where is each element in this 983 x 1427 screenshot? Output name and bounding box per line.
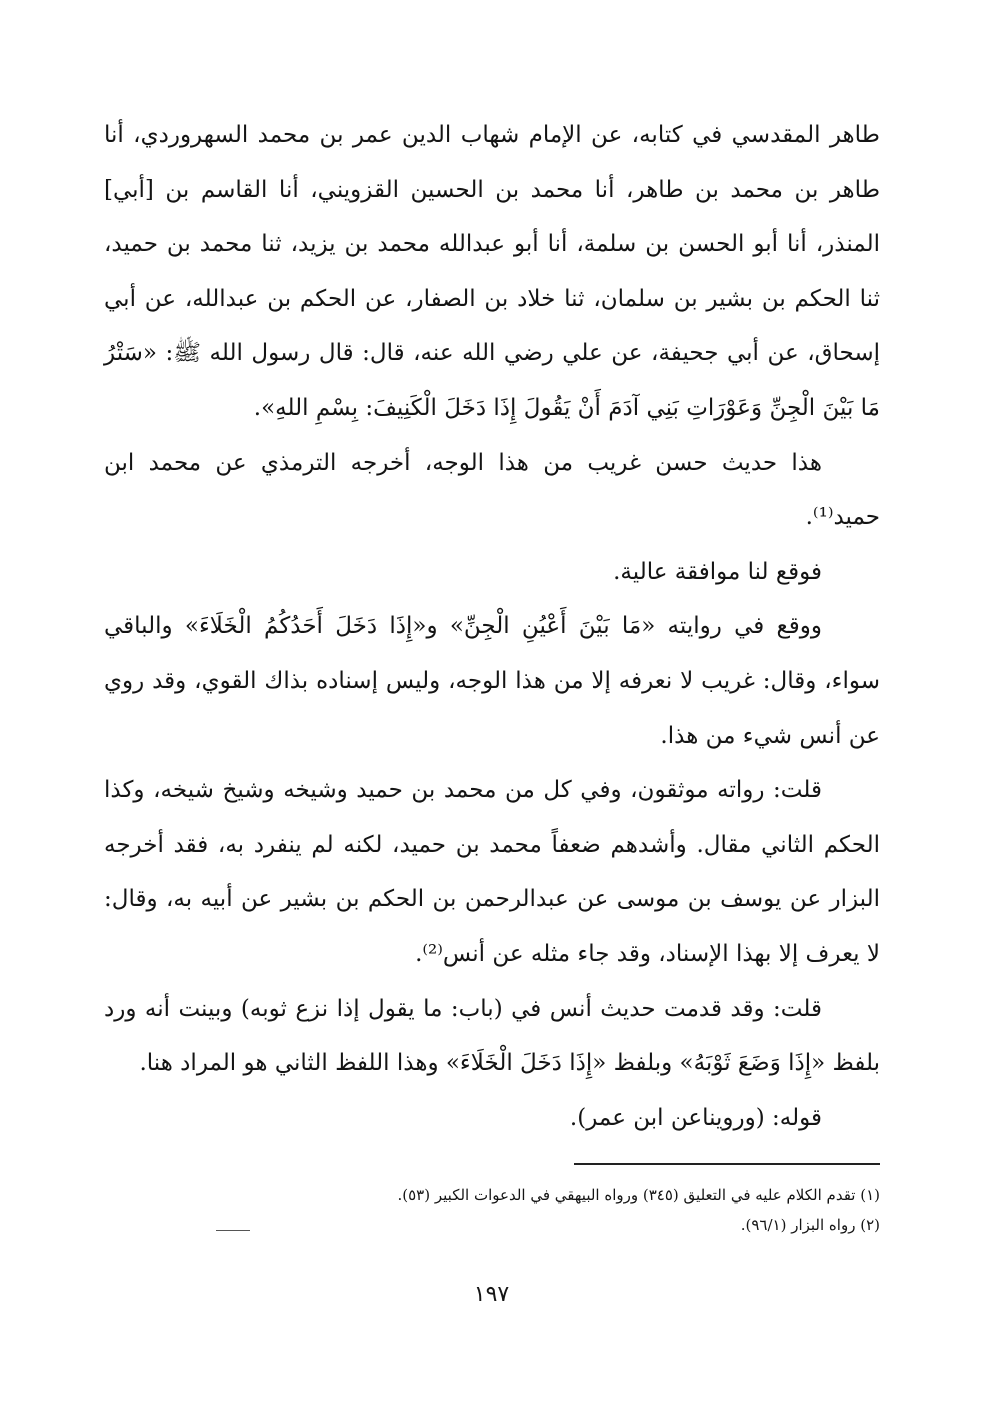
footnote-1: (١) تقدم الكلام عليه في التعليق (٣٤٥) ورواه البيهقي في الدعوات الكبير (٥٣).: [397, 1186, 880, 1204]
page-number: ١٩٧: [473, 1282, 510, 1307]
paragraph-6: قلت: وقد قدمت حديث أنس في (باب: ما يقول إذا نزع ثوبه) وبينت أنه ورد بلفظ «إِذَا وَضَعَ ثَوْبَهُ» وبلفظ «إِذَا دَخَلَ الْخَلَاءَ» وهذا اللفظ الثاني هو المراد هنا.: [104, 995, 880, 1077]
main-text: [104, 108, 880, 1145]
paragraph-5: قلت: رواته موثقون، وفي كل من محمد بن حميد وشيخه وشيخ شيخه، وكذا الحكم الثاني مقال. وأشدهم ضعفاً محمد بن حميد، لكنه لم ينفرد به، فقد أخرجه البزار عن يوسف بن موسى عن عبدالرحمن بن الحكم بن بشير عن أبيه به، وقال: لا يعرف إلا بهذا الإسناد، وقد جاء مثله عن أنس⁽²⁾.: [104, 777, 880, 967]
paragraph-7: قوله: (ورويناعن ابن عمر).: [569, 1104, 822, 1131]
footnote-2: (٢) رواه البزار (٩٦/١).: [740, 1216, 880, 1234]
paragraph-2: هذا حديث حسن غريب من هذا الوجه، أخرجه الترمذي عن محمد ابن حميد⁽¹⁾.: [104, 449, 880, 531]
footnote-dash: [216, 1230, 250, 1231]
paragraph-4: ووقع في روايته «مَا بَيْنَ أَعْيُنِ الْجِنِّ» و«إِذَا دَخَلَ أَحَدُكُمُ الْخَلَاءَ» والباقي سواء، وقال: غريب لا نعرفه إلا من هذا الوجه، وليس إسناده بذاك القوي، وقد روي عن أنس شيء من هذا.: [104, 613, 880, 749]
footnote-divider: [574, 1163, 880, 1165]
footnotes: [160, 1180, 880, 1240]
paragraph-1: طاهر المقدسي في كتابه، عن الإمام شهاب الدين عمر بن محمد السهروردي، أنا طاهر بن محمد بن طاهر، أنا محمد بن الحسين القزويني، أنا القاسم بن [أبي] المنذر، أنا أبو الحسن بن سلمة، أنا أبو عبدالله محمد بن يزيد، ثنا محمد بن حميد، ثنا الحكم بن بشير بن سلمان، ثنا خلاد بن الصفار، عن الحكم بن عبدالله، عن أبي إسحاق، عن أبي جحيفة، عن علي رضي الله عنه، قال: قال رسول الله ﷺ: «سَتْرُ مَا بَيْنَ الْجِنِّ وَعَوْرَاتِ بَنِي آدَمَ أَنْ يَقُولَ إِذَا دَخَلَ الْكَنِيفَ: بِسْمِ اللهِ».: [104, 122, 880, 421]
paragraph-3: فوقع لنا موافقة عالية.: [613, 558, 822, 585]
